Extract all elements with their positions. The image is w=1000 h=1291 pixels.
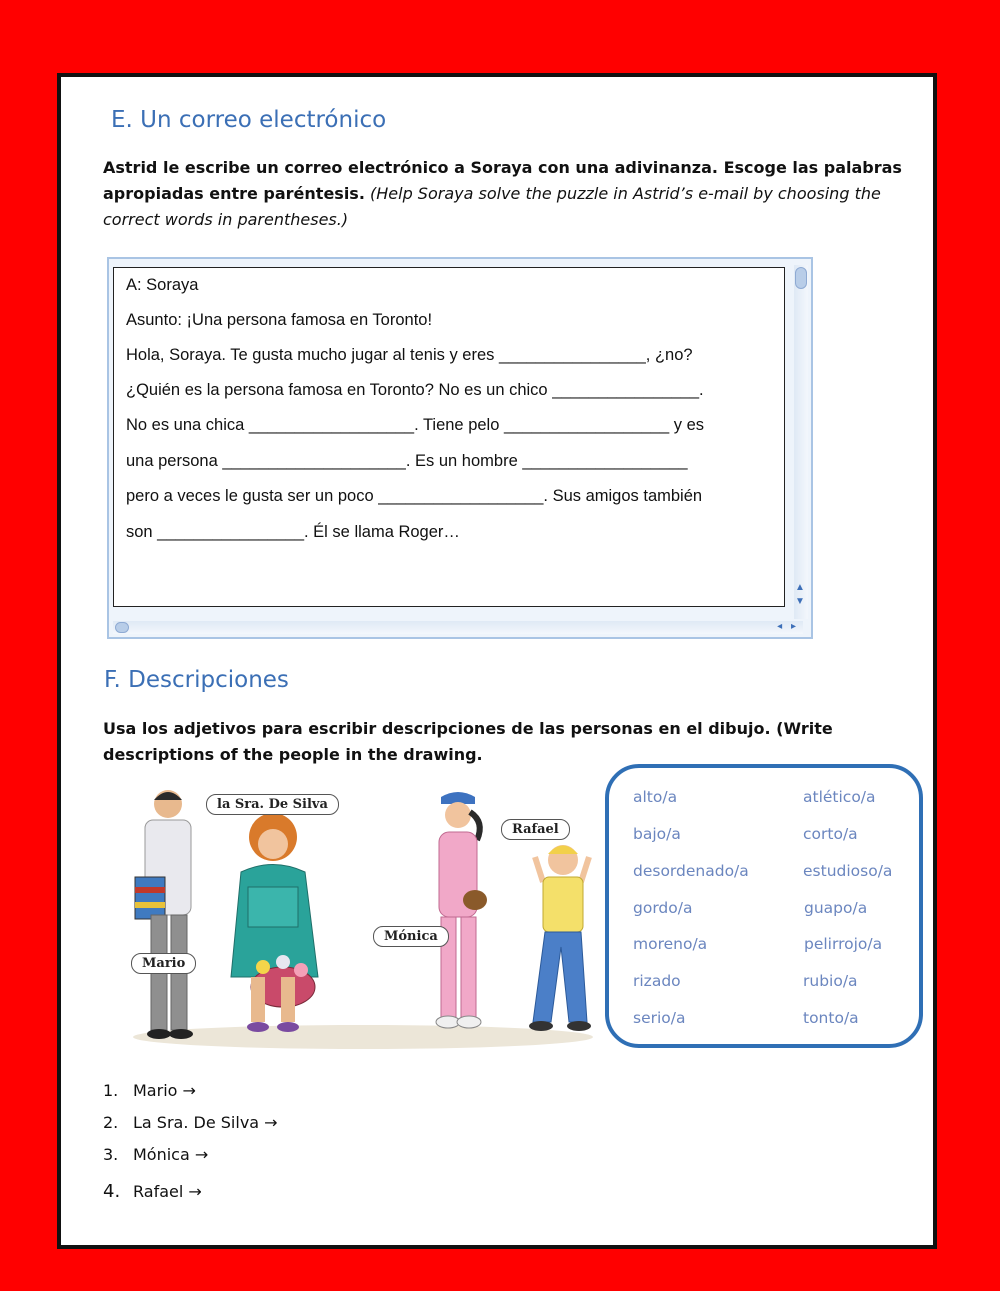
instructions-english: (Help Soraya solve the puzzle in Astrid’s e-mail by choosing the correct words in parentheses.): [103, 184, 881, 229]
section-e-instructions: [103, 155, 903, 233]
scroll-thumb[interactable]: [115, 622, 129, 633]
adjective-word-bank: [605, 764, 923, 1048]
vertical-scrollbar[interactable]: [794, 265, 808, 619]
list-text: La Sra. De Silva →: [133, 1113, 278, 1132]
list-number: 2.: [103, 1113, 119, 1132]
list-number: 4.: [103, 1181, 121, 1202]
instructions-spanish: Astrid le escribe un correo electrónico a Soraya con una adivinanza. Escoge las palabras apropiadas entre paréntesis.: [103, 158, 902, 203]
section-f-instructions: Usa los adjetivos para escribir descripciones de las personas en el dibujo. (Write descriptions of the people in the drawing.: [103, 719, 833, 764]
rafael-figure: [529, 845, 591, 1031]
word-bank-item: estudioso/a: [803, 862, 893, 880]
word-bank-item: guapo/a: [804, 899, 868, 917]
label-rafael: Rafael: [501, 819, 570, 840]
word-bank-item: atlético/a: [803, 788, 876, 806]
email-line: pero a veces le gusta ser un poco __________________. Sus amigos también: [126, 487, 703, 505]
email-line: Hola, Soraya. Te gusta mucho jugar al tenis y eres ________________, ¿no?: [126, 346, 693, 364]
worksheet-page: [57, 73, 937, 1249]
word-bank-item: pelirrojo/a: [804, 935, 883, 953]
list-number: 1.: [103, 1081, 119, 1100]
section-f-title: F. Descripciones: [104, 667, 289, 693]
word-bank-item: corto/a: [803, 825, 858, 843]
label-sra-de-silva: la Sra. De Silva: [206, 794, 339, 815]
list-text: Rafael →: [133, 1182, 202, 1201]
email-window: [107, 257, 813, 639]
email-line: una persona ____________________. Es un hombre __________________: [126, 452, 688, 470]
ground-shadow: [133, 1025, 593, 1049]
scroll-left-right-arrows-icon[interactable]: ◂ ▸: [777, 621, 799, 632]
email-line: son ________________. Él se llama Roger…: [126, 523, 460, 541]
word-bank-item: tonto/a: [803, 1009, 859, 1027]
word-bank-item: moreno/a: [633, 935, 708, 953]
email-subject: Asunto: ¡Una persona famosa en Toronto!: [126, 311, 433, 329]
list-item: [103, 1113, 278, 1132]
scroll-thumb[interactable]: [795, 267, 807, 289]
word-bank-item: rizado: [633, 972, 681, 990]
label-mario: Mario: [131, 953, 196, 974]
mario-figure: [135, 790, 193, 1039]
label-monica: Mónica: [373, 926, 449, 947]
word-bank-item: alto/a: [633, 788, 678, 806]
email-line: ¿Quién es la persona famosa en Toronto? No es un chico ________________.: [126, 381, 704, 399]
email-body: [113, 267, 785, 607]
monica-figure: [436, 792, 487, 1028]
word-bank-item: rubio/a: [803, 972, 858, 990]
list-item: [103, 1081, 196, 1100]
list-item: [103, 1145, 208, 1164]
list-number: 3.: [103, 1145, 119, 1164]
word-bank-item: desordenado/a: [633, 862, 749, 880]
sra-de-silva-figure: [231, 813, 318, 1032]
email-to: A: Soraya: [126, 276, 199, 294]
list-text: Mario →: [133, 1081, 196, 1100]
word-bank-item: serio/a: [633, 1009, 686, 1027]
scroll-down-arrow-icon[interactable]: ▼: [795, 596, 805, 607]
email-line: No es una chica __________________. Tiene pelo __________________ y es: [126, 416, 704, 434]
word-bank-item: bajo/a: [633, 825, 681, 843]
section-e-title: E. Un correo electrónico: [111, 107, 387, 133]
word-bank-item: gordo/a: [633, 899, 693, 917]
scroll-up-arrow-icon[interactable]: ▲: [795, 582, 805, 593]
list-item: [103, 1181, 202, 1202]
list-text: Mónica →: [133, 1145, 209, 1164]
horizontal-scrollbar[interactable]: [113, 621, 803, 634]
